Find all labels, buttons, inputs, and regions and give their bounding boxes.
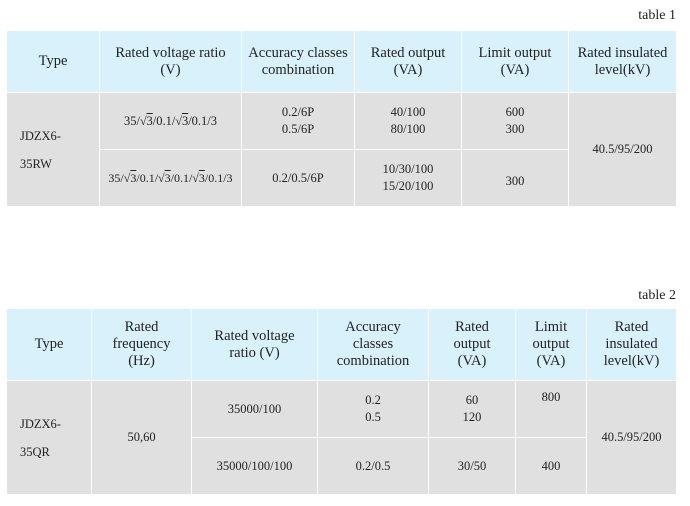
table2-ratio-cell: 35000/100 (192, 381, 318, 438)
table1-limit-cell: 300 (462, 150, 569, 207)
spec-table-2 (6, 308, 677, 495)
table1-row (7, 93, 677, 150)
table1-caption: table 1 (638, 8, 676, 23)
table1-accuracy-cell: 0.2/0.5/6P (242, 150, 355, 207)
spec-table-1 (6, 30, 677, 207)
table2-limit-cell: 800 (516, 381, 587, 438)
table2-header-insulation: Rated insulated level(kV) (587, 309, 677, 381)
table1-limit-cell: 600 300 (462, 93, 569, 150)
table2-type-cell: JDZX6- 35QR (7, 381, 92, 495)
table1-header-insulation: Rated insulated level(kV) (569, 31, 677, 93)
table2-header-accuracy: Accuracy classes combination (318, 309, 429, 381)
table2-limit-cell: 400 (516, 438, 587, 495)
table2-header-limit-output: Limit output (VA) (516, 309, 587, 381)
table2-header-row (7, 309, 677, 381)
table2-header-voltage-ratio: Rated voltage ratio (V) (192, 309, 318, 381)
table1-output-cell: 10/30/100 15/20/100 (355, 150, 462, 207)
table2-header-frequency: Rated frequency (Hz) (92, 309, 192, 381)
table1-output-cell: 40/100 80/100 (355, 93, 462, 150)
table1-header-accuracy: Accuracy classes combination (242, 31, 355, 93)
table2-accuracy-cell: 0.2/0.5 (318, 438, 429, 495)
table2-output-cell: 60 120 (429, 381, 516, 438)
table2-header-type: Type (7, 309, 92, 381)
table2-caption: table 2 (638, 288, 676, 303)
table2-header-rated-output: Rated output (VA) (429, 309, 516, 381)
table1-header-row (7, 31, 677, 93)
table1-header-voltage-ratio: Rated voltage ratio (V) (100, 31, 242, 93)
table1-ratio-cell: 35/√3/0.1/√3/0.1/√3/0.1/3 (100, 150, 242, 207)
table1-header-type: Type (7, 31, 100, 93)
table1-header-rated-output: Rated output (VA) (355, 31, 462, 93)
table2-insulation-cell: 40.5/95/200 (587, 381, 677, 495)
table2-accuracy-cell: 0.2 0.5 (318, 381, 429, 438)
table2-row (7, 381, 677, 438)
table2-frequency-cell: 50,60 (92, 381, 192, 495)
table2-output-cell: 30/50 (429, 438, 516, 495)
table2-ratio-cell: 35000/100/100 (192, 438, 318, 495)
table1-accuracy-cell: 0.2/6P 0.5/6P (242, 93, 355, 150)
table1-insulation-cell: 40.5/95/200 (569, 93, 677, 207)
table1-ratio-cell: 35/√3/0.1/√3/0.1/3 (100, 93, 242, 150)
table1-header-limit-output: Limit output (VA) (462, 31, 569, 93)
table1-type-cell: JDZX6- 35RW (7, 93, 100, 207)
